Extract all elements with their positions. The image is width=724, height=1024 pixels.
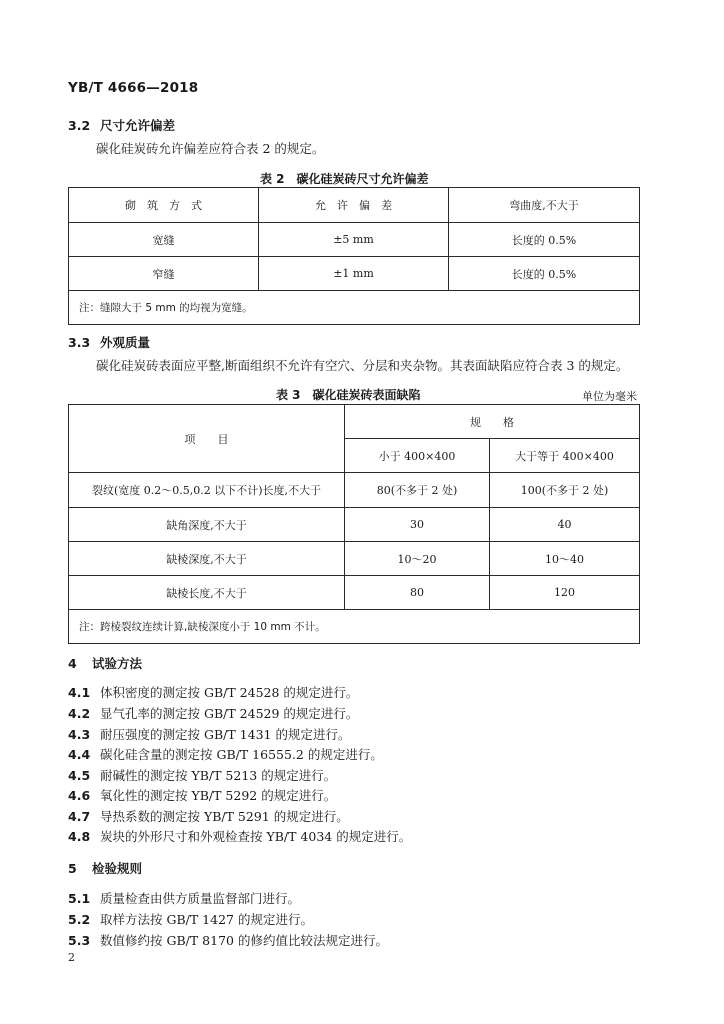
page-number: 2 bbox=[68, 951, 75, 964]
table-cell: ±1 mm bbox=[259, 257, 449, 291]
table-header-cell: 大于等于 400×400 bbox=[490, 439, 640, 473]
clause-text: 体积密度的测定按 GB/T 24528 的规定进行。 bbox=[100, 685, 359, 700]
clause-text: 炭块的外形尺寸和外观检查按 YB/T 4034 的规定进行。 bbox=[100, 829, 412, 844]
clause-number: 5.2 bbox=[68, 912, 91, 927]
table-header-cell: 小于 400×400 bbox=[345, 439, 490, 473]
clause-number: 4.7 bbox=[68, 809, 91, 824]
table-cell: 10～40 bbox=[490, 542, 640, 576]
section-3-2-text: 碳化硅炭砖允许偏差应符合表 2 的规定。 bbox=[96, 141, 325, 156]
section-number: 3.2 bbox=[68, 118, 91, 133]
clause-number: 4.8 bbox=[68, 829, 91, 844]
clause-4-6 bbox=[68, 786, 336, 804]
table-2 bbox=[68, 187, 640, 325]
section-5-heading bbox=[68, 859, 142, 877]
table-row bbox=[69, 223, 640, 257]
table-cell: 窄缝 bbox=[69, 257, 259, 291]
clause-4-5 bbox=[68, 766, 336, 784]
table-row bbox=[69, 542, 640, 576]
table-cell: 120 bbox=[490, 576, 640, 610]
section-title: 外观质量 bbox=[100, 335, 151, 350]
section-number: 5 bbox=[68, 861, 77, 876]
table-2-note: 注：缝隙大于 5 mm 的均视为宽缝。 bbox=[69, 291, 640, 325]
clause-text: 耐压强度的测定按 GB/T 1431 的规定进行。 bbox=[100, 727, 351, 742]
table-3-header-row bbox=[69, 405, 640, 439]
table-row bbox=[69, 508, 640, 542]
table-row bbox=[69, 473, 640, 508]
table-3-title: 表 3 碳化硅炭砖表面缺陷 bbox=[276, 388, 421, 402]
clause-number: 4.5 bbox=[68, 768, 91, 783]
table-2-title: 表 2 碳化硅炭砖尺寸允许偏差 bbox=[260, 172, 429, 186]
clause-number: 4.6 bbox=[68, 788, 91, 803]
section-title: 检验规则 bbox=[92, 861, 143, 876]
clause-text: 取样方法按 GB/T 1427 的规定进行。 bbox=[100, 912, 313, 927]
table-cell: 80(不多于 2 处) bbox=[345, 473, 490, 508]
clause-text: 质量检查由供方质量监督部门进行。 bbox=[100, 891, 301, 906]
section-title: 尺寸允许偏差 bbox=[100, 118, 176, 133]
section-number: 4 bbox=[68, 656, 77, 671]
table-row bbox=[69, 257, 640, 291]
clause-4-7 bbox=[68, 807, 349, 825]
clause-number: 4.4 bbox=[68, 747, 91, 762]
clause-text: 导热系数的测定按 YB/T 5291 的规定进行。 bbox=[100, 809, 349, 824]
table-row bbox=[69, 576, 640, 610]
clause-text: 耐碱性的测定按 YB/T 5213 的规定进行。 bbox=[100, 768, 337, 783]
clause-number: 4.1 bbox=[68, 685, 91, 700]
clause-number: 4.3 bbox=[68, 727, 91, 742]
clause-4-1 bbox=[68, 683, 358, 701]
table-cell: 缺棱深度,不大于 bbox=[69, 542, 345, 576]
section-title: 试验方法 bbox=[92, 656, 143, 671]
section-3-3-text: 碳化硅炭砖表面应平整,断面组织不允许有空穴、分层和夹杂物。其表面缺陷应符合表 3 的规定。 bbox=[96, 358, 629, 373]
table-cell: 30 bbox=[345, 508, 490, 542]
table-header-cell: 允 许 偏 差 bbox=[259, 188, 449, 223]
clause-4-8 bbox=[68, 827, 411, 845]
clause-text: 数值修约按 GB/T 8170 的修约值比较法规定进行。 bbox=[100, 933, 388, 948]
table-cell: 缺角深度,不大于 bbox=[69, 508, 345, 542]
clause-5-1 bbox=[68, 889, 300, 907]
table-cell: ±5 mm bbox=[259, 223, 449, 257]
table-cell: 缺棱长度,不大于 bbox=[69, 576, 345, 610]
clause-number: 5.1 bbox=[68, 891, 91, 906]
clause-text: 氧化性的测定按 YB/T 5292 的规定进行。 bbox=[100, 788, 337, 803]
table-cell: 80 bbox=[345, 576, 490, 610]
table-3-unit: 单位为毫米 bbox=[582, 390, 637, 403]
table-header-cell: 规 格 bbox=[345, 405, 640, 439]
clause-5-2 bbox=[68, 910, 313, 928]
table-2-header-row bbox=[69, 188, 640, 223]
table-cell: 裂纹(宽度 0.2～0.5,0.2 以下不计)长度,不大于 bbox=[69, 473, 345, 508]
clause-4-4 bbox=[68, 745, 383, 763]
section-4-heading bbox=[68, 654, 142, 672]
clause-4-3 bbox=[68, 725, 350, 743]
section-3-3-heading bbox=[68, 333, 150, 351]
document-code: YB/T 4666—2018 bbox=[68, 80, 199, 96]
table-header-cell: 弯曲度,不大于 bbox=[449, 188, 640, 223]
table-cell: 长度的 0.5% bbox=[449, 257, 640, 291]
clause-number: 4.2 bbox=[68, 706, 91, 721]
table-header-cell: 砌 筑 方 式 bbox=[69, 188, 259, 223]
table-cell: 40 bbox=[490, 508, 640, 542]
table-header-cell: 项 目 bbox=[69, 405, 345, 473]
table-3 bbox=[68, 404, 640, 644]
table-note-row bbox=[69, 291, 640, 325]
table-note-row bbox=[69, 610, 640, 644]
clause-text: 碳化硅含量的测定按 GB/T 16555.2 的规定进行。 bbox=[100, 747, 383, 762]
clause-4-2 bbox=[68, 704, 358, 722]
section-3-2-heading bbox=[68, 116, 175, 134]
table-cell: 宽缝 bbox=[69, 223, 259, 257]
clause-text: 显气孔率的测定按 GB/T 24529 的规定进行。 bbox=[100, 706, 359, 721]
table-cell: 100(不多于 2 处) bbox=[490, 473, 640, 508]
clause-number: 5.3 bbox=[68, 933, 91, 948]
table-3-note: 注：跨棱裂纹连续计算,缺棱深度小于 10 mm 不计。 bbox=[69, 610, 640, 644]
table-cell: 10～20 bbox=[345, 542, 490, 576]
table-cell: 长度的 0.5% bbox=[449, 223, 640, 257]
section-number: 3.3 bbox=[68, 335, 91, 350]
clause-5-3 bbox=[68, 931, 388, 949]
